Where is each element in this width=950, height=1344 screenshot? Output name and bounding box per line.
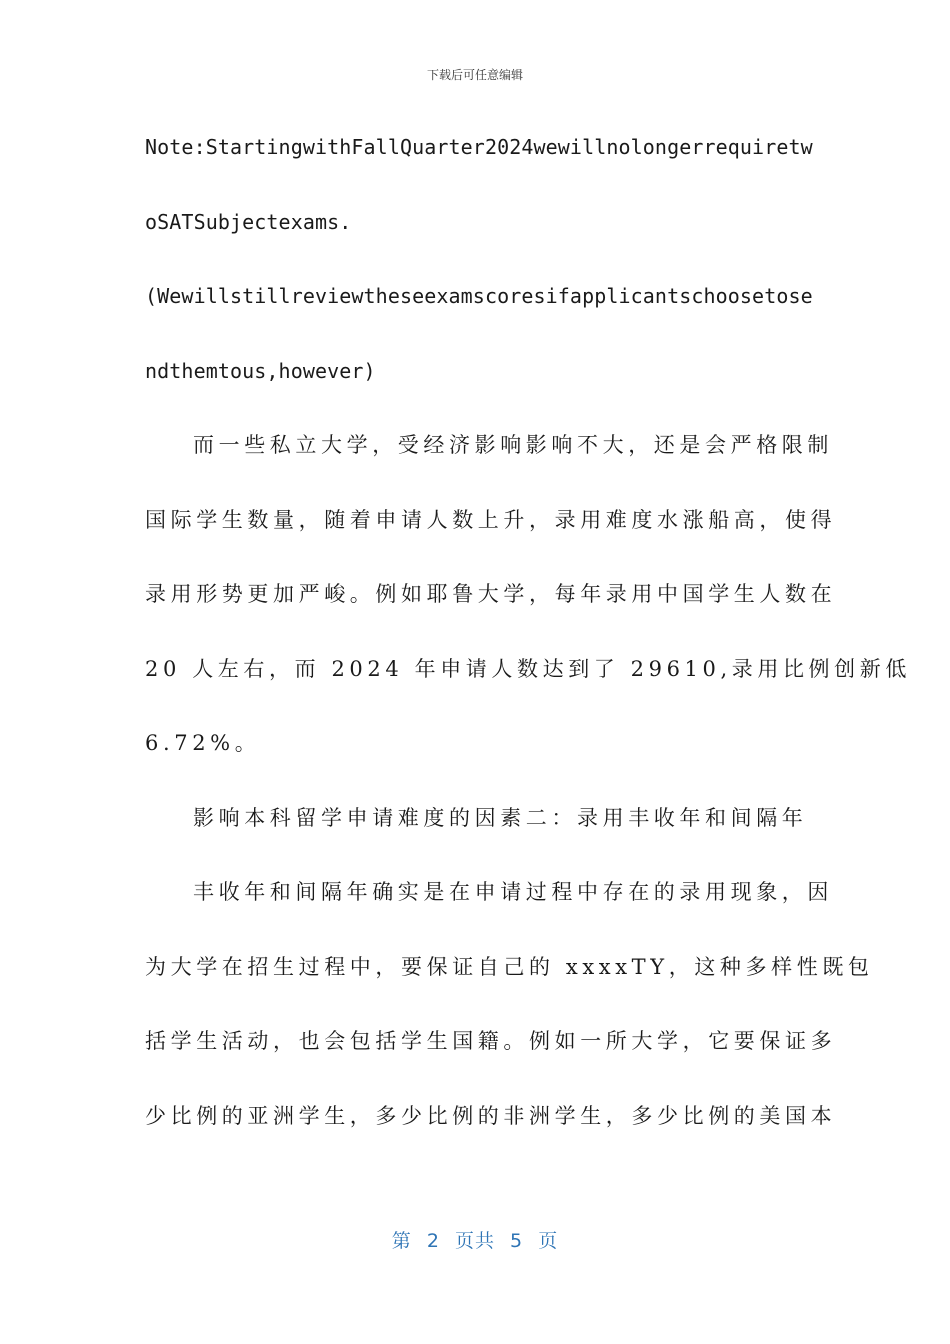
- paragraph-private-universities-line-3: 录用形势更加严峻。例如耶鲁大学，每年录用中国学生人数在: [145, 582, 837, 606]
- paragraph-private-universities-line-1: 而一些私立大学，受经济影响影响不大，还是会严格限制: [193, 433, 833, 457]
- page-footer: [0, 1226, 950, 1253]
- footer-page-number: 2: [426, 1230, 440, 1252]
- footer-middle: 页共: [454, 1230, 495, 1252]
- footer-prefix: 第: [391, 1230, 412, 1252]
- section-heading-factor-two: 影响本科留学申请难度的因素二：录用丰收年和间隔年: [193, 805, 808, 830]
- text-line-3: (Wewillstillreviewtheseexamscoresifapplicantschoosetose: [145, 284, 813, 308]
- text-line-2: oSATSubjectexams.: [145, 209, 352, 234]
- paragraph-harvest-year-line-4: 少比例的亚洲学生，多少比例的非洲学生，多少比例的美国本: [145, 1103, 837, 1128]
- paragraph-harvest-year-line-2: 为大学在招生过程中，要保证自己的 xxxxTY，这种多样性既包: [145, 954, 874, 979]
- paragraph-harvest-year-line-3: 括学生活动，也会包括学生国籍。例如一所大学，它要保证多: [145, 1029, 837, 1053]
- paragraph-private-universities-line-5: 6.72%。: [145, 731, 261, 755]
- footer-total-pages: 5: [510, 1230, 524, 1252]
- paragraph-private-universities-line-4: 20 人左右，而 2024 年申请人数达到了 29610,录用比例创新低: [145, 656, 911, 681]
- page-header: 下载后可任意编辑: [426, 68, 523, 82]
- text-line-1: Note:StartingwithFallQuarter2024wewillnolongerrequiretw: [145, 135, 813, 159]
- document-body: [145, 120, 911, 1163]
- text-line-4: ndthemtous,however): [145, 358, 376, 383]
- footer-suffix: 页: [538, 1230, 559, 1252]
- paragraph-private-universities-line-2: 国际学生数量，随着申请人数上升，录用难度水涨船高，使得: [145, 507, 837, 532]
- paragraph-harvest-year-line-1: 丰收年和间隔年确实是在申请过程中存在的录用现象，因: [193, 880, 833, 904]
